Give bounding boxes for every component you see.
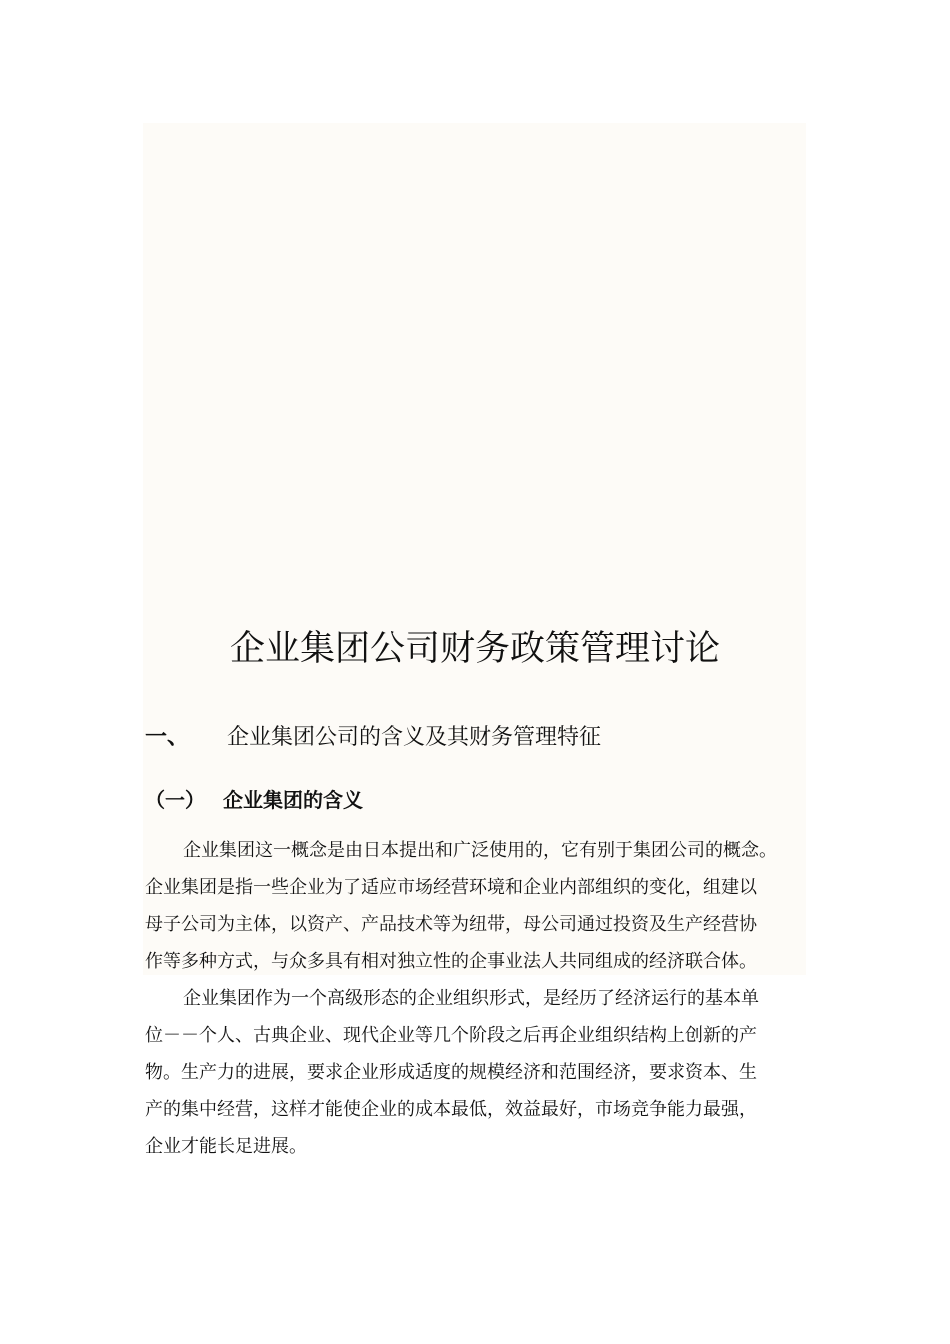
paragraph-line: 企业集团作为一个高级形态的企业组织形式，是经历了经济运行的基本单 (183, 988, 759, 1009)
paragraph-line: 企业才能长足进展。 (145, 1136, 307, 1157)
paragraph-1 (145, 832, 808, 980)
paragraph-line: 物。生产力的进展，要求企业形成适度的规模经济和范围经济，要求资本、生 (145, 1062, 757, 1083)
subsection-title: 企业集团的含义 (223, 788, 363, 812)
subsection-number: （一） (145, 788, 205, 812)
paragraph-line: 作等多种方式，与众多具有相对独立性的企事业法人共同组成的经济联合体。 (145, 951, 757, 972)
paragraph-line: 位－－个人、古典企业、现代企业等几个阶段之后再企业组织结构上创新的产 (145, 1025, 757, 1046)
paragraph-line: 产的集中经营，这样才能使企业的成本最低，效益最好，市场竞争能力最强， (145, 1099, 757, 1120)
subsection-heading (145, 783, 363, 817)
section-title: 企业集团公司的含义及其财务管理特征 (227, 725, 602, 750)
document-title: 企业集团公司财务政策管理讨论 (229, 629, 720, 669)
paragraph-line: 企业集团是指一些企业为了适应市场经营环境和企业内部组织的变化，组建以 (145, 877, 757, 898)
paragraph-2 (145, 980, 808, 1165)
paragraph-line: 企业集团这一概念是由日本提出和广泛使用的，它有别于集团公司的概念。 (183, 840, 777, 861)
section-heading (145, 720, 601, 756)
paragraph-line: 母子公司为主体，以资产、产品技术等为纽带，母公司通过投资及生产经营协 (145, 914, 757, 935)
section-number: 一、 (145, 725, 190, 750)
